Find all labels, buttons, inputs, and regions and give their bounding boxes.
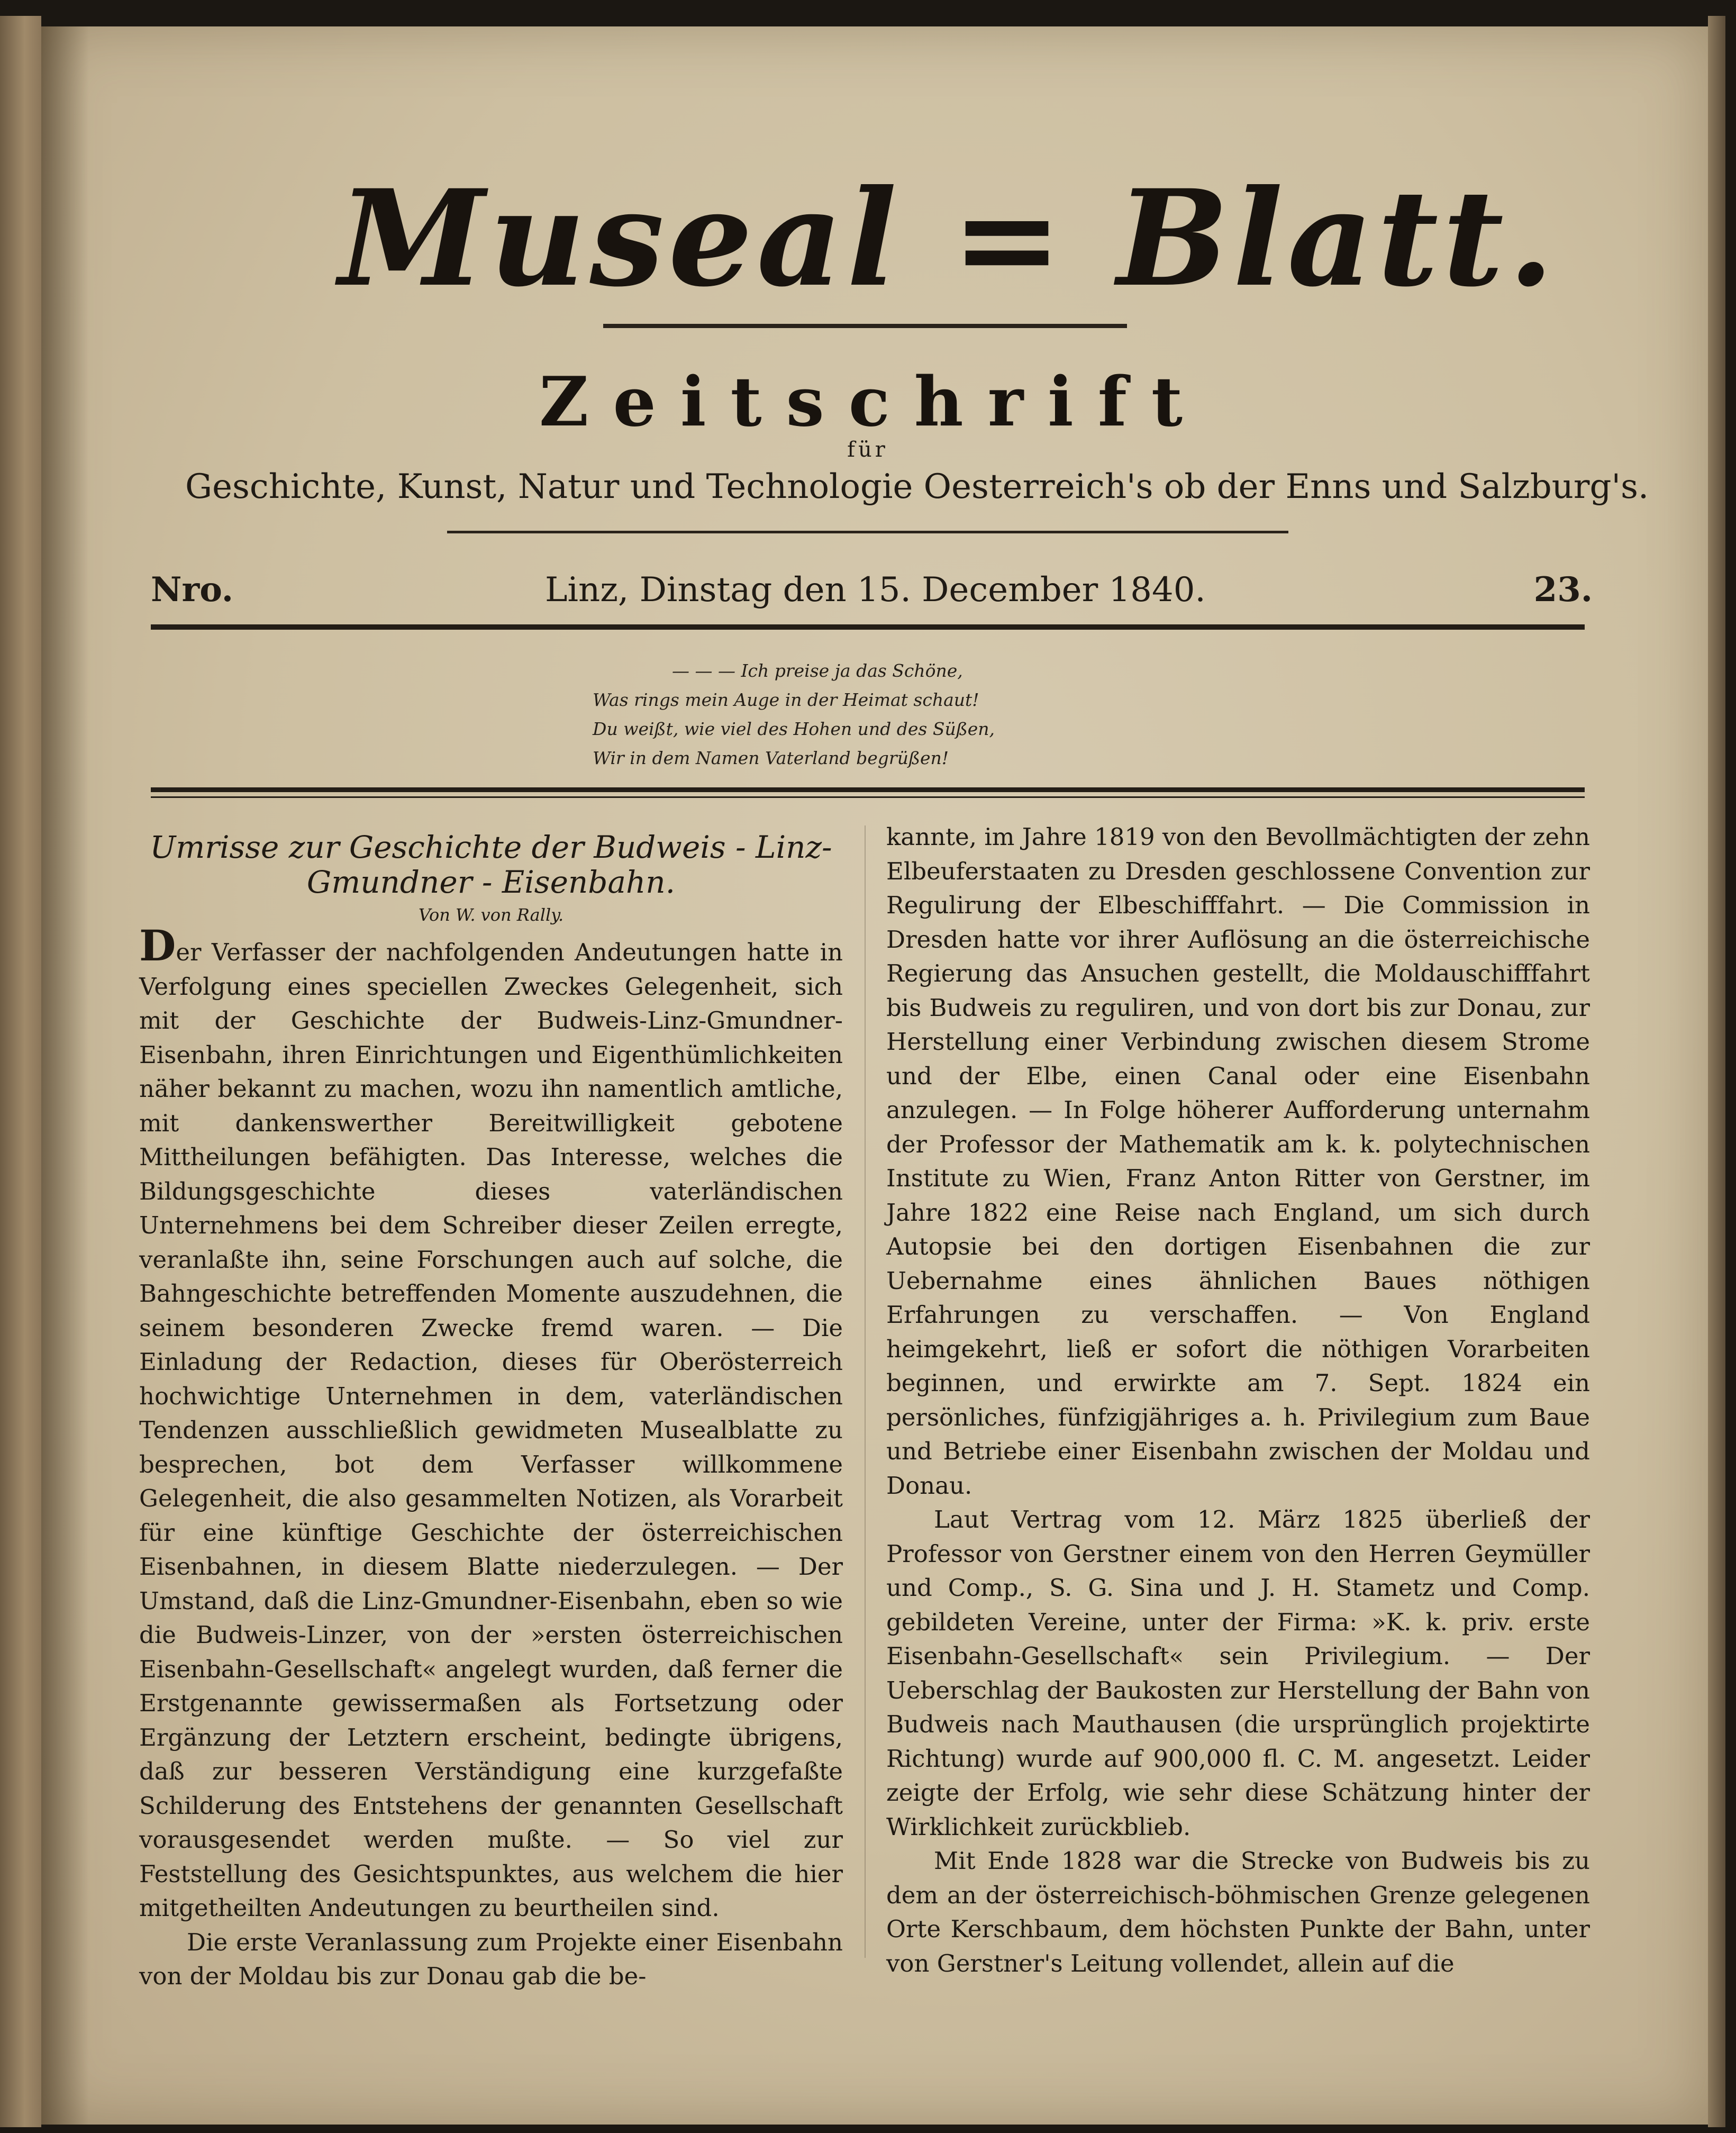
masthead-rule (603, 324, 1127, 328)
article-paragraph (139, 921, 843, 1926)
masthead-subject: Geschichte, Kunst, Natur und Technologie Oesterreich's ob der Enns und Salzburg's. (185, 467, 1649, 506)
motto-line: Was rings mein Auge in der Heimat schaut! (593, 689, 979, 710)
motto-rule-thick (151, 787, 1585, 792)
issue-label: Nro. (151, 570, 234, 610)
motto-verse (593, 656, 1148, 773)
issue-number: 23. (1533, 570, 1593, 610)
motto-line: Du weißt, wie viel des Hohen und des Süßen, (593, 719, 995, 739)
motto-line: — — — Ich preise ja das Schöne, (672, 660, 963, 681)
dateline-rule (151, 624, 1585, 630)
masthead-title: Museal = Blatt. (339, 160, 1559, 316)
article-title: Umrisse zur Geschichte der Budweis - Linz- Gmundner - Eisenbahn. (150, 829, 832, 900)
motto-rule-thin (151, 796, 1585, 798)
article-paragraph: kannte, im Jahre 1819 von den Bevollmächtigten der zehn Elbeuferstaaten zu Dresden geschlossene Convention zur Regulirung der Elbeschifffahrt. — Die Commission in Dresden hatte vor ihrer Auflösung an die österreichische Regierung das Ansuchen gestellt, die Moldauschifffahrt bis Budweis zu reguliren, und von dort bis zur Donau, zur Herstellung einer Verbindung zwischen diesem Strome und der Elbe, einen Canal oder eine Eisenbahn anzulegen. — In Folge höherer Aufforderung unternahm der Professor der Mathematik am k. k. polytechnischen Institute zu Wien, Franz Anton Ritter von Gerstner, im Jahre 1822 eine Reise nach England, um sich durch Autopsie bei den dortigen Eisenbahnen die zur Uebernahme eines ähnlichen Baues nöthigen Erfahrungen zu verschaffen. — Von England heimgekehrt, ließ er sofort die nöthigen Vorarbeiten beginnen, und erwirkte am 7. Sept. 1824 ein persönliches, fünfzigjähriges a. h. Privilegium zum Baue und Betriebe einer Eisenbahn zwischen der Moldau und Donau. (886, 823, 1590, 1500)
spine-shadow (41, 26, 89, 2125)
book-edge (1708, 16, 1725, 2127)
motto-line: Wir in dem Namen Vaterland begrüßen! (593, 748, 949, 768)
subject-rule (447, 531, 1288, 533)
masthead-fuer: für (847, 438, 888, 462)
left-column (139, 820, 843, 1990)
column-divider (865, 825, 866, 1958)
dateline: Linz, Dinstag den 15. December 1840. (545, 570, 1206, 610)
right-column (886, 820, 1590, 1977)
dropcap: D (139, 921, 176, 970)
article-paragraph: Die erste Veranlassung zum Projekte einer Eisenbahn von der Moldau bis zur Donau gab die be- (139, 1928, 843, 1990)
article-paragraph: Mit Ende 1828 war die Strecke von Budweis bis zu dem an der österreichisch-böhmischen Grenze gelegenen Orte Kerschbaum, dem höchsten Punkte der Bahn, unter von Gerstner's Leitung vollendet, allein auf die (886, 1847, 1590, 1977)
article-paragraph: Laut Vertrag vom 12. März 1825 überließ der Professor von Gerstner einem von den Herren Geymüller und Comp., S. G. Sina und J. H. Stametz und Comp. gebildeten Vereine, unter der Firma: »K. k. priv. erste Eisenbahn-Gesellschaft« sein Privilegium. — Der Ueberschlag der Baukosten zur Herstellung der Bahn von Budweis nach Mauthausen (die ursprünglich projektirte Richtung) wurde auf 900,000 fl. C. M. angesetzt. Leider zeigte der Erfolg, wie sehr diese Schätzung hinter der Wirklichkeit zurückblieb. (886, 1505, 1590, 1841)
facing-page-edge (0, 16, 41, 2127)
article-author: Von W. von Rally. (418, 905, 564, 925)
paragraph-text: er Verfasser der nachfolgenden Andeutungen hatte in Verfolgung eines speciellen Zweckes Gelegenheit, sich mit der Geschichte der Budweis-Linz-Gmundner-Eisenbahn, ihren Einrichtungen und Eigenthümlichkeiten näher bekannt zu machen, wozu ihn namentlich amtliche, mit dankenswerther Bereitwilligkeit gebotene Mittheilungen befähigten. Das Interesse, welches die Bildungsgeschichte dieses vaterländischen Unternehmens bei dem Schreiber dieser Zeilen erregte, veranlaßte ihn, seine Forschungen auch auf solche, die Bahngeschichte betreffenden Momente auszudehnen, die seinem besonderen Zwecke fremd waren. — Die Einladung der Redaction, dieses für Oberösterreich hochwichtige Unternehmen in dem, vaterländischen Tendenzen ausschließlich gewidmeten Musealblatte zu besprechen, bot dem Verfasser willkommene Gelegenheit, die also gesammelten Notizen, als Vorarbeit für eine künftige Geschichte der österreichischen Eisenbahnen, in diesem Blatte niederzulegen. — Der Umstand, daß die Linz-Gmundner-Eisenbahn, eben so wie die Budweis-Linzer, von der »ersten österreichischen Eisenbahn-Gesellschaft« angelegt wurden, daß ferner die Erstgenannte gewissermaßen als Fortsetzung oder Ergänzung der Letztern erscheint, bedingte übrigens, daß zur besseren Verständigung eine kurzgefaßte Schilderung des Entstehens der genannten Gesellschaft vorausgesendet werden mußte. — So viel zur Feststellung des Gesichtspunktes, aus welchem die hier mitgetheilten Andeutungen zu beurtheilen sind. (139, 938, 843, 1922)
masthead-subtitle: Zeitschrift (539, 362, 1207, 442)
